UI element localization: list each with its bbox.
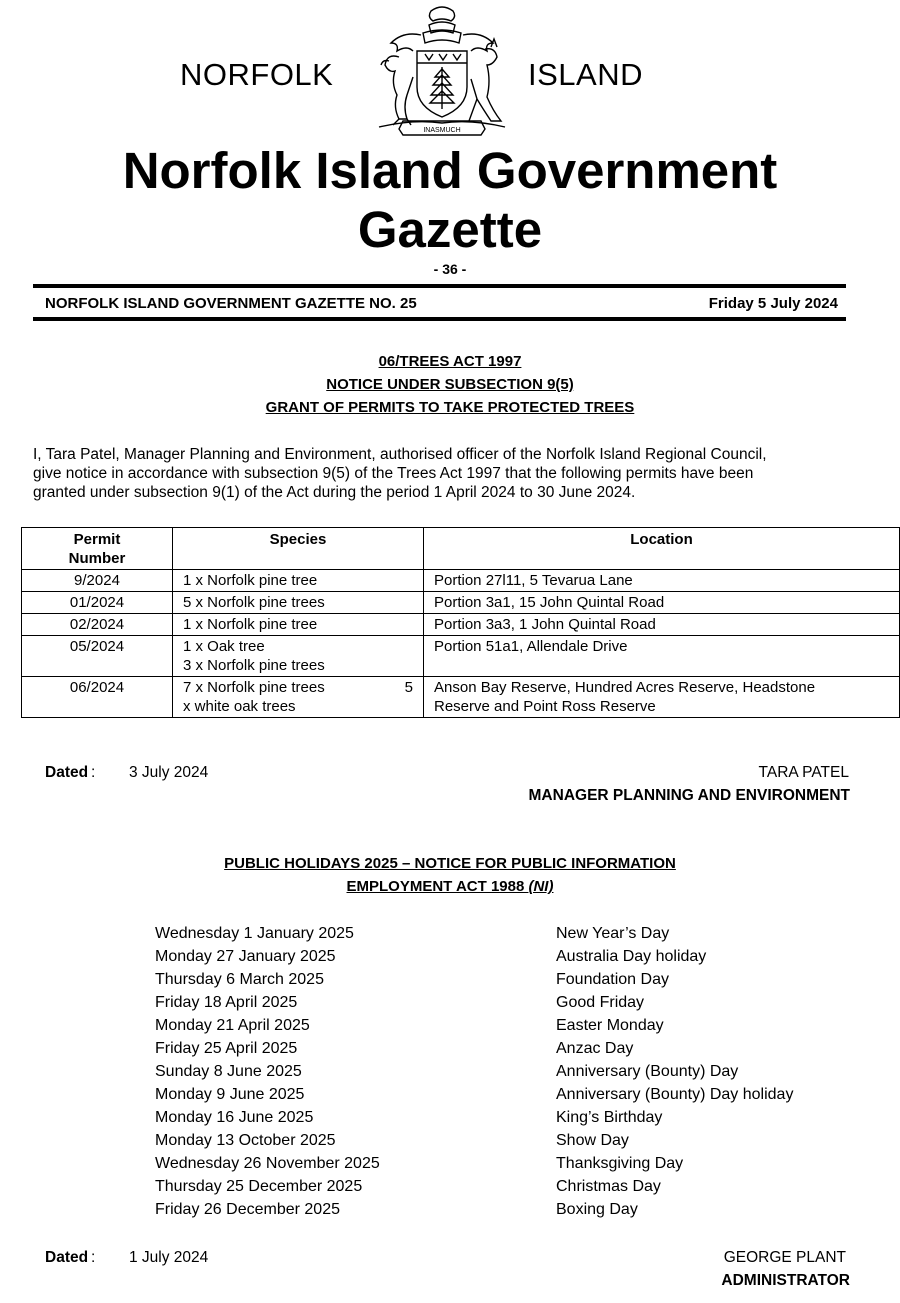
holidays-signatory-title: ADMINISTRATOR xyxy=(721,1272,850,1289)
holiday-date: Monday 13 October 2025 xyxy=(155,1132,336,1149)
location-cell: Portion 3a3, 1 John Quintal Road xyxy=(424,614,900,636)
permit-number-cell: 05/2024 xyxy=(22,636,173,677)
holiday-name: Thanksgiving Day xyxy=(556,1155,684,1172)
holiday-name: Good Friday xyxy=(556,994,645,1011)
holiday-name: King’s Birthday xyxy=(556,1109,663,1126)
table-row xyxy=(22,592,900,614)
species-line xyxy=(183,678,413,697)
trees-dated-value: 3 July 2024 xyxy=(129,764,209,781)
location-cell: Portion 3a1, 15 John Quintal Road xyxy=(424,592,900,614)
table-row xyxy=(22,570,900,592)
masthead-right-word: ISLAND xyxy=(528,57,643,92)
species-cell: 1 x Norfolk pine tree xyxy=(173,614,424,636)
holiday-date: Friday 25 April 2025 xyxy=(155,1040,298,1057)
permit-number-cell: 01/2024 xyxy=(22,592,173,614)
gazette-date: Friday 5 July 2024 xyxy=(708,295,838,312)
trees-signatory-title: MANAGER PLANNING AND ENVIRONMENT xyxy=(528,787,850,804)
trees-signatory-name: TARA PATEL xyxy=(758,764,849,781)
paragraph-line: I, Tara Patel, Manager Planning and Environment, authorised officer of the Norfolk Island Regional Council, xyxy=(33,446,767,463)
species-cell: 5 x Norfolk pine trees xyxy=(173,592,424,614)
holiday-name: New Year’s Day xyxy=(556,925,670,942)
holiday-date: Monday 27 January 2025 xyxy=(155,948,336,965)
holidays-dated-value: 1 July 2024 xyxy=(129,1249,209,1266)
species-cell xyxy=(173,677,424,718)
table-row xyxy=(22,614,900,636)
species-line: 3 x Norfolk pine trees xyxy=(183,657,325,674)
gazette-number: NORFOLK ISLAND GOVERNMENT GAZETTE NO. 25 xyxy=(45,295,417,312)
masthead-left-word: NORFOLK xyxy=(180,57,334,92)
species-line: 1 x Oak tree xyxy=(183,638,265,655)
holiday-name: Anzac Day xyxy=(556,1040,634,1057)
trees-dated-colon: : xyxy=(91,764,96,781)
paragraph-line: granted under subsection 9(1) of the Act during the period 1 April 2024 to 30 June 2024. xyxy=(33,484,636,501)
holiday-date: Monday 21 April 2025 xyxy=(155,1017,310,1034)
holiday-date: Sunday 8 June 2025 xyxy=(155,1063,302,1080)
species-cell xyxy=(173,636,424,677)
holidays-signatory-name: GEORGE PLANT xyxy=(723,1249,846,1266)
heading-act-name: EMPLOYMENT ACT 1988 xyxy=(346,878,529,895)
location-line: Reserve and Point Ross Reserve xyxy=(434,698,656,715)
holidays-dated-colon: : xyxy=(91,1249,96,1266)
species-line: x white oak trees xyxy=(183,698,296,715)
holiday-date: Wednesday 1 January 2025 xyxy=(155,925,354,942)
permit-number-cell: 9/2024 xyxy=(22,570,173,592)
holiday-name: Foundation Day xyxy=(556,971,669,988)
holiday-name: Boxing Day xyxy=(556,1201,638,1218)
trees-notice-paragraph xyxy=(33,445,853,502)
holidays-notice-heading2 xyxy=(0,876,900,898)
location-cell: Portion 51a1, Allendale Drive xyxy=(424,636,900,677)
holiday-date: Friday 26 December 2025 xyxy=(155,1201,340,1218)
location-cell xyxy=(424,677,900,718)
holiday-names-column xyxy=(556,922,793,1221)
species-line-text: 7 x Norfolk pine trees xyxy=(183,679,325,696)
holiday-name: Anniversary (Bounty) Day holiday xyxy=(556,1086,794,1103)
permit-number-cell: 06/2024 xyxy=(22,677,173,718)
heading-act-suffix: (NI) xyxy=(528,878,554,895)
table-header-row xyxy=(22,528,900,570)
gazette-bar xyxy=(45,295,838,312)
holiday-date: Friday 18 April 2025 xyxy=(155,994,298,1011)
location-cell: Portion 27l11, 5 Tevarua Lane xyxy=(424,570,900,592)
holiday-name: Christmas Day xyxy=(556,1178,661,1195)
trees-notice-heading2: NOTICE UNDER SUBSECTION 9(5) xyxy=(326,376,574,393)
trees-dated-label: Dated xyxy=(45,764,89,781)
trees-notice-heading3: GRANT OF PERMITS TO TAKE PROTECTED TREES xyxy=(265,399,635,416)
top-rule xyxy=(33,284,846,288)
crest-motto: INASMUCH xyxy=(423,127,461,134)
holiday-date: Monday 16 June 2025 xyxy=(155,1109,314,1126)
header-species: Species xyxy=(173,528,424,570)
holiday-dates-column xyxy=(155,922,380,1221)
bottom-rule xyxy=(33,317,846,321)
species-line-tail: 5 xyxy=(404,679,413,696)
page-number: - 36 - xyxy=(433,261,467,277)
permit-number-cell: 02/2024 xyxy=(22,614,173,636)
header-permit-number xyxy=(22,528,173,570)
gazette-title-line2: Gazette xyxy=(357,201,543,258)
header-text: Number xyxy=(68,550,126,567)
holidays-dated-label: Dated xyxy=(45,1249,89,1266)
table-row xyxy=(22,677,900,718)
holiday-name: Show Day xyxy=(556,1132,629,1149)
header-text: Permit xyxy=(73,531,121,548)
table-row xyxy=(22,636,900,677)
location-line: Anson Bay Reserve, Hundred Acres Reserve, Headstone xyxy=(434,679,816,696)
coat-of-arms-icon xyxy=(373,3,511,137)
holiday-date: Thursday 25 December 2025 xyxy=(155,1178,363,1195)
paragraph-line: give notice in accordance with subsection 9(5) of the Trees Act 1997 that the following permits have been xyxy=(33,465,754,482)
holiday-name: Easter Monday xyxy=(556,1017,664,1034)
holiday-date: Wednesday 26 November 2025 xyxy=(155,1155,380,1172)
holiday-date: Monday 9 June 2025 xyxy=(155,1086,305,1103)
holidays-notice-heading1: PUBLIC HOLIDAYS 2025 – NOTICE FOR PUBLIC INFORMATION xyxy=(224,855,676,872)
permits-table xyxy=(21,527,900,718)
trees-notice-heading1: 06/TREES ACT 1997 xyxy=(378,353,522,370)
holiday-date: Thursday 6 March 2025 xyxy=(155,971,324,988)
holiday-name: Australia Day holiday xyxy=(556,948,707,965)
header-location: Location xyxy=(424,528,900,570)
gazette-title-line1: Norfolk Island Government xyxy=(122,142,778,199)
holiday-name: Anniversary (Bounty) Day xyxy=(556,1063,739,1080)
species-cell: 1 x Norfolk pine tree xyxy=(173,570,424,592)
